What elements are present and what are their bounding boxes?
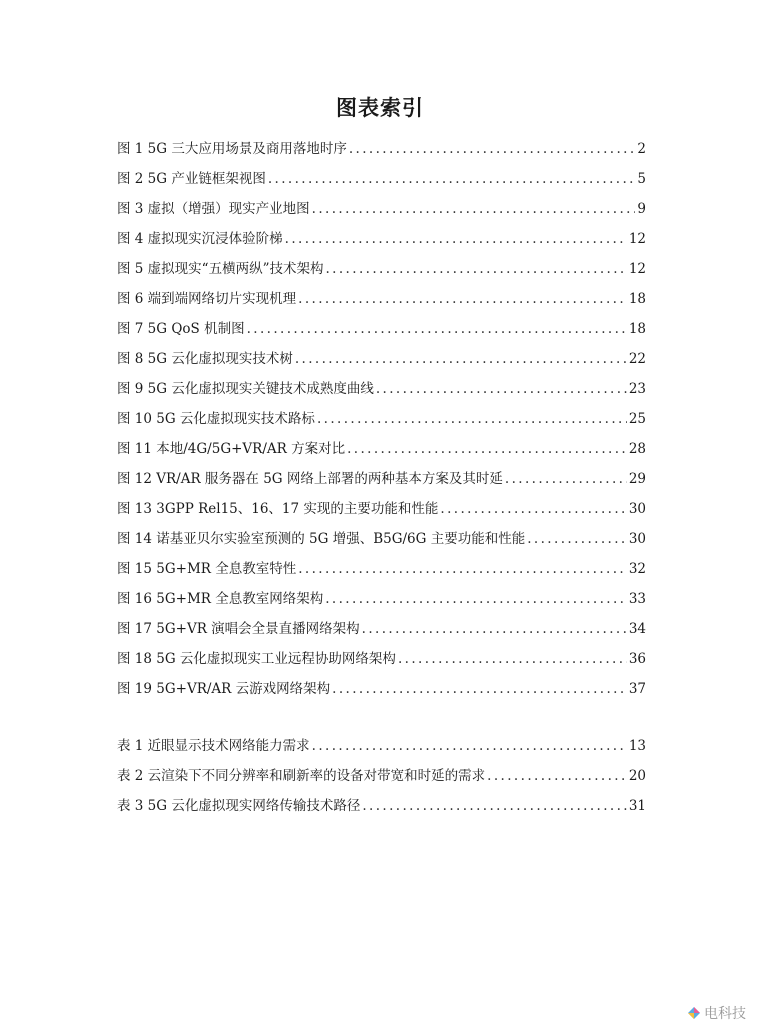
toc-entry-figure-2[interactable] [117, 167, 646, 197]
toc-entry-figure-12[interactable] [117, 467, 646, 497]
toc-entry-figure-13[interactable] [117, 497, 646, 527]
toc-entry-page: 23 [628, 381, 646, 397]
dot-leader [285, 227, 627, 251]
toc-entry-page: 28 [628, 441, 646, 457]
toc-entry-label: 图 18 5G 云化虚拟现实工业远程协助网络架构 [117, 651, 396, 667]
dot-leader [312, 734, 627, 758]
toc-entry-label: 图 11 本地/4G/5G+VR/AR 方案对比 [117, 441, 346, 457]
toc-entry-label: 图 10 5G 云化虚拟现实技术路标 [117, 411, 315, 427]
toc-entry-figure-3[interactable] [117, 197, 646, 227]
toc-entry-label: 图 4 虚拟现实沉浸体验阶梯 [117, 231, 283, 247]
toc-entry-figure-7[interactable] [117, 317, 646, 347]
toc-entry-page: 33 [628, 591, 646, 607]
toc-entry-page: 12 [628, 261, 646, 277]
toc-entry-figure-8[interactable] [117, 347, 646, 377]
toc-entry-page: 37 [628, 681, 646, 697]
toc-entry-page: 5 [637, 171, 646, 187]
dot-leader [349, 137, 636, 161]
toc-entry-label: 图 16 5G+MR 全息教室网络架构 [117, 591, 324, 607]
dot-leader [298, 287, 627, 311]
toc-entry-page: 36 [628, 651, 646, 667]
toc-entry-label: 图 19 5G+VR/AR 云游戏网络架构 [117, 681, 331, 697]
toc-entry-figure-15[interactable] [117, 557, 646, 587]
toc-entry-figure-10[interactable] [117, 407, 646, 437]
toc-entry-page: 30 [628, 501, 646, 517]
dot-leader [247, 317, 627, 341]
diamond-logo-icon [687, 1006, 701, 1020]
toc-entry-table-2[interactable] [117, 764, 646, 794]
toc-entry-figure-16[interactable] [117, 587, 646, 617]
toc-entry-figure-11[interactable] [117, 437, 646, 467]
page-title: 图表索引 [336, 96, 424, 120]
toc-entry-page: 22 [628, 351, 646, 367]
dot-leader [527, 527, 627, 551]
toc-entry-label: 表 3 5G 云化虚拟现实网络传输技术路径 [117, 798, 361, 814]
watermark [687, 1003, 746, 1023]
dot-leader [376, 377, 627, 401]
figure-index-list [117, 137, 646, 707]
dot-leader [440, 497, 626, 521]
dot-leader [325, 587, 627, 611]
toc-entry-page: 31 [628, 798, 646, 814]
toc-entry-label: 图 9 5G 云化虚拟现实关键技术成熟度曲线 [117, 381, 374, 397]
toc-entry-page: 2 [637, 141, 646, 157]
toc-entry-label: 图 13 3GPP Rel15、16、17 实现的主要功能和性能 [117, 501, 439, 517]
dot-leader [362, 794, 626, 818]
toc-entry-label: 图 7 5G QoS 机制图 [117, 321, 245, 337]
toc-entry-page: 30 [628, 531, 646, 547]
toc-entry-label: 图 1 5G 三大应用场景及商用落地时序 [117, 141, 347, 157]
toc-entry-page: 18 [628, 321, 646, 337]
dot-leader [268, 167, 636, 191]
toc-entry-label: 图 2 5G 产业链框架视图 [117, 171, 266, 187]
toc-entry-table-1[interactable] [117, 734, 646, 764]
toc-entry-page: 12 [628, 231, 646, 247]
toc-entry-label: 图 8 5G 云化虚拟现实技术树 [117, 351, 293, 367]
toc-entry-page: 20 [628, 768, 646, 784]
toc-entry-figure-14[interactable] [117, 527, 646, 557]
toc-entry-page: 29 [628, 471, 646, 487]
dot-leader [505, 467, 627, 491]
dot-leader [332, 677, 627, 701]
toc-entry-label: 图 5 虚拟现实“五横两纵”技术架构 [117, 261, 324, 277]
toc-entry-figure-6[interactable] [117, 287, 646, 317]
table-index-list [117, 734, 646, 824]
dot-leader [347, 437, 627, 461]
dot-leader [317, 407, 627, 431]
toc-entry-label: 表 1 近眼显示技术网络能力需求 [117, 738, 310, 754]
toc-entry-figure-4[interactable] [117, 227, 646, 257]
toc-entry-figure-1[interactable] [117, 137, 646, 167]
toc-entry-label: 图 3 虚拟（增强）现实产业地图 [117, 201, 310, 217]
toc-entry-page: 9 [637, 201, 646, 217]
dot-leader [362, 617, 627, 641]
toc-entry-page: 25 [628, 411, 646, 427]
dot-leader [325, 257, 626, 281]
toc-entry-label: 图 6 端到端网络切片实现机理 [117, 291, 297, 307]
watermark-text: 电科技 [704, 1006, 746, 1022]
toc-entry-page: 13 [628, 738, 646, 754]
toc-entry-table-3[interactable] [117, 794, 646, 824]
toc-entry-label: 图 15 5G+MR 全息教室特性 [117, 561, 297, 577]
dot-leader [298, 557, 627, 581]
toc-entry-figure-18[interactable] [117, 647, 646, 677]
toc-entry-label: 图 12 VR/AR 服务器在 5G 网络上部署的两种基本方案及其时延 [117, 471, 503, 487]
toc-entry-figure-5[interactable] [117, 257, 646, 287]
dot-leader [312, 197, 636, 221]
toc-entry-label: 表 2 云渲染下不同分辨率和刷新率的设备对带宽和时延的需求 [117, 768, 486, 784]
dot-leader [398, 647, 627, 671]
toc-entry-page: 34 [628, 621, 646, 637]
toc-entry-figure-19[interactable] [117, 677, 646, 707]
toc-entry-page: 32 [628, 561, 646, 577]
dot-leader [295, 347, 627, 371]
toc-entry-figure-17[interactable] [117, 617, 646, 647]
toc-entry-figure-9[interactable] [117, 377, 646, 407]
toc-entry-page: 18 [628, 291, 646, 307]
dot-leader [487, 764, 627, 788]
toc-entry-label: 图 17 5G+VR 演唱会全景直播网络架构 [117, 621, 360, 637]
toc-entry-label: 图 14 诺基亚贝尔实验室预测的 5G 增强、B5G/6G 主要功能和性能 [117, 531, 526, 547]
